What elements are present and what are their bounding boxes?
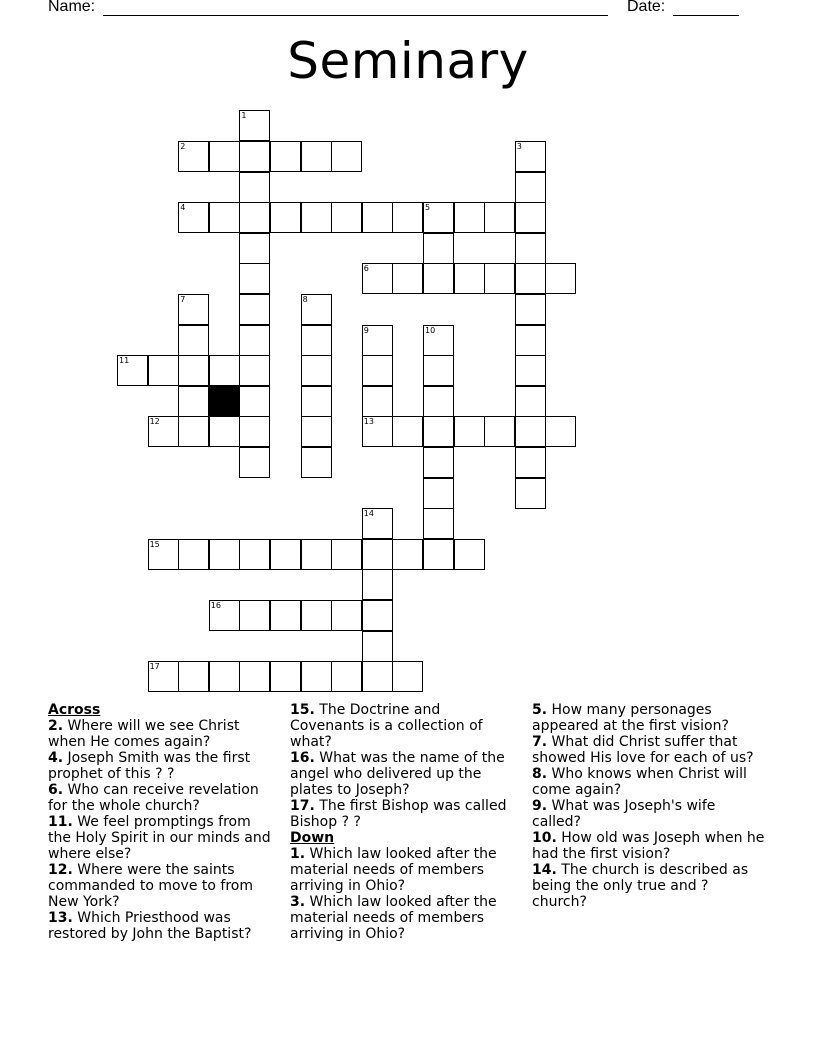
clue-item <box>290 798 515 830</box>
grid-cell[interactable] <box>362 600 393 631</box>
grid-cell[interactable] <box>239 416 270 447</box>
name-label: Name: <box>48 0 96 15</box>
clue-number-label: 3 <box>516 141 522 151</box>
grid-cell[interactable] <box>423 386 454 417</box>
clue-number: 11. <box>48 814 73 830</box>
clue-item <box>48 910 278 942</box>
grid-cell[interactable] <box>515 172 546 203</box>
clue-number-label: 16 <box>210 600 221 610</box>
clue-number-label: 11 <box>119 356 130 366</box>
grid-cell[interactable] <box>362 539 393 570</box>
grid-cell[interactable] <box>301 294 332 325</box>
clue-item <box>532 766 767 798</box>
grid-cell[interactable] <box>454 263 485 294</box>
grid-cell[interactable] <box>270 600 301 631</box>
grid-cell[interactable] <box>301 539 332 570</box>
grid-cell[interactable] <box>331 202 362 233</box>
clue-number-label: 12 <box>149 417 160 427</box>
clue-number-label: 9 <box>363 325 369 335</box>
grid-cell[interactable] <box>515 202 546 233</box>
grid-cell[interactable] <box>362 263 393 294</box>
black-cell <box>209 386 240 417</box>
clue-item <box>532 798 767 830</box>
grid-cell[interactable] <box>148 355 179 386</box>
grid-cell[interactable] <box>515 416 546 447</box>
grid-cell[interactable] <box>178 355 209 386</box>
clue-number: 9. <box>532 798 548 814</box>
across-heading: Across <box>48 702 101 718</box>
clue-number-label: 8 <box>302 294 308 304</box>
grid-cell[interactable] <box>270 202 301 233</box>
clue-number-label: 2 <box>180 141 186 151</box>
grid-cell[interactable] <box>301 141 332 172</box>
grid-cell[interactable] <box>178 202 209 233</box>
clue-text: Which law looked after the material needs of members arriving in Ohio? <box>290 846 497 894</box>
clue-text: The first Bishop was called Bishop ? ? <box>290 798 507 830</box>
clue-number-label: 1 <box>241 111 247 121</box>
grid-cell[interactable] <box>301 447 332 478</box>
grid-cell[interactable] <box>423 355 454 386</box>
grid-cell[interactable] <box>515 263 546 294</box>
grid-cell[interactable] <box>331 141 362 172</box>
grid-cell[interactable] <box>423 508 454 539</box>
grid-cell[interactable] <box>148 416 179 447</box>
clue-text: Joseph Smith was the first prophet of this ? ? <box>48 750 251 782</box>
grid-cell[interactable] <box>178 325 209 356</box>
grid-cell[interactable] <box>454 202 485 233</box>
clue-number-label: 14 <box>363 509 374 519</box>
grid-cell[interactable] <box>362 631 393 662</box>
grid-cell[interactable] <box>392 416 423 447</box>
clue-number: 8. <box>532 766 548 782</box>
clue-number: 2. <box>48 718 64 734</box>
grid-cell[interactable] <box>545 263 576 294</box>
grid-cell[interactable] <box>484 202 515 233</box>
grid-cell[interactable] <box>423 539 454 570</box>
clue-item <box>290 894 515 942</box>
grid-cell[interactable] <box>270 539 301 570</box>
grid-cell[interactable] <box>392 661 423 692</box>
clue-number: 17. <box>290 798 315 814</box>
grid-cell[interactable] <box>239 233 270 264</box>
grid-cell[interactable] <box>515 141 546 172</box>
clues-column-3 <box>532 702 767 910</box>
grid-cell[interactable] <box>515 355 546 386</box>
clue-text: How many personages appeared at the first vision? <box>532 702 729 734</box>
clue-number-label: 5 <box>425 203 431 213</box>
clue-text: Who can receive revelation for the whole church? <box>48 782 259 814</box>
grid-cell[interactable] <box>209 539 240 570</box>
grid-cell[interactable] <box>423 325 454 356</box>
grid-cell[interactable] <box>392 539 423 570</box>
clue-text: Which Priesthood was restored by John the Baptist? <box>48 910 252 942</box>
clue-number: 3. <box>290 894 306 910</box>
clue-item <box>290 846 515 894</box>
grid-cell[interactable] <box>301 355 332 386</box>
clue-number-label: 15 <box>149 539 160 549</box>
clue-item <box>532 830 767 862</box>
grid-cell[interactable] <box>178 539 209 570</box>
grid-cell[interactable] <box>239 294 270 325</box>
clue-number-label: 13 <box>363 417 374 427</box>
down-heading: Down <box>290 830 335 846</box>
clue-text: Which law looked after the material needs of members arriving in Ohio? <box>290 894 497 942</box>
clue-item <box>48 814 278 862</box>
grid-cell[interactable] <box>362 325 393 356</box>
grid-cell[interactable] <box>178 141 209 172</box>
grid-cell[interactable] <box>362 661 393 692</box>
grid-cell[interactable] <box>270 141 301 172</box>
grid-cell[interactable] <box>270 661 301 692</box>
grid-cell[interactable] <box>209 416 240 447</box>
grid-cell[interactable] <box>239 539 270 570</box>
grid-cell[interactable] <box>209 202 240 233</box>
clue-number-label: 17 <box>149 662 160 672</box>
grid-cell[interactable] <box>454 539 485 570</box>
clue-text: What was the name of the angel who delivered up the plates to Joseph? <box>290 750 505 798</box>
grid-cell[interactable] <box>392 202 423 233</box>
date-label: Date: <box>627 0 666 15</box>
grid-cell[interactable] <box>178 294 209 325</box>
grid-cell[interactable] <box>423 263 454 294</box>
clue-number: 14. <box>532 862 557 878</box>
grid-cell[interactable] <box>331 661 362 692</box>
grid-cell[interactable] <box>454 416 485 447</box>
grid-cell[interactable] <box>515 325 546 356</box>
grid-cell[interactable] <box>515 478 546 509</box>
grid-cell[interactable] <box>117 355 148 386</box>
clue-text: Who knows when Christ will come again? <box>532 766 747 798</box>
grid-cell[interactable] <box>301 661 332 692</box>
clue-text: Where will we see Christ when He comes again? <box>48 718 240 750</box>
grid-cell[interactable] <box>515 447 546 478</box>
clues-column-2 <box>290 702 515 942</box>
grid-cell[interactable] <box>301 416 332 447</box>
grid-cell[interactable] <box>423 478 454 509</box>
clue-number: 1. <box>290 846 306 862</box>
grid-cell[interactable] <box>301 600 332 631</box>
grid-cell[interactable] <box>239 172 270 203</box>
grid-cell[interactable] <box>362 355 393 386</box>
grid-cell[interactable] <box>239 263 270 294</box>
clue-item <box>532 702 767 734</box>
clue-number: 15. <box>290 702 315 718</box>
clue-text: Where were the saints commanded to move to from New York? <box>48 862 253 910</box>
clue-text: What was Joseph's wife called? <box>532 798 716 830</box>
grid-cell[interactable] <box>515 386 546 417</box>
clue-number: 13. <box>48 910 73 926</box>
grid-cell[interactable] <box>178 386 209 417</box>
clue-number-label: 6 <box>363 264 369 274</box>
grid-cell[interactable] <box>301 202 332 233</box>
clue-item <box>48 750 278 782</box>
page-title: Seminary <box>287 32 529 90</box>
grid-cell[interactable] <box>209 600 240 631</box>
grid-cell[interactable] <box>148 661 179 692</box>
grid-cell[interactable] <box>423 233 454 264</box>
grid-cell[interactable] <box>239 600 270 631</box>
clue-item <box>48 718 278 750</box>
clue-number: 6. <box>48 782 64 798</box>
clue-number-label: 10 <box>425 325 436 335</box>
grid-cell[interactable] <box>423 447 454 478</box>
grid-cell[interactable] <box>239 661 270 692</box>
grid-cell[interactable] <box>331 539 362 570</box>
clue-number: 5. <box>532 702 548 718</box>
clue-number: 12. <box>48 862 73 878</box>
clue-item <box>532 862 767 910</box>
clue-number: 4. <box>48 750 64 766</box>
grid-cell[interactable] <box>301 386 332 417</box>
clues-column-1 <box>48 702 278 942</box>
clue-text: What did Christ suffer that showed His love for each of us? <box>532 734 754 766</box>
clue-item <box>290 702 515 750</box>
grid-cell[interactable] <box>239 325 270 356</box>
grid-cell[interactable] <box>301 325 332 356</box>
grid-cell[interactable] <box>239 202 270 233</box>
clue-text: The church is described as being the only true and ? church? <box>532 862 749 910</box>
grid-cell[interactable] <box>209 141 240 172</box>
grid-cell[interactable] <box>239 141 270 172</box>
clue-text: How old was Joseph when he had the first vision? <box>532 830 765 862</box>
clue-number-label: 4 <box>180 203 186 213</box>
grid-cell[interactable] <box>239 110 270 141</box>
clue-number: 10. <box>532 830 557 846</box>
clue-item <box>48 862 278 910</box>
grid-cell[interactable] <box>331 600 362 631</box>
grid-cell[interactable] <box>362 569 393 600</box>
grid-cell[interactable] <box>178 416 209 447</box>
grid-cell[interactable] <box>515 294 546 325</box>
grid-cell[interactable] <box>148 539 179 570</box>
grid-cell[interactable] <box>239 447 270 478</box>
clue-text: We feel promptings from the Holy Spirit in our minds and where else? <box>48 814 271 862</box>
grid-cell[interactable] <box>209 355 240 386</box>
clue-item <box>290 750 515 798</box>
grid-cell[interactable] <box>515 233 546 264</box>
grid-cell[interactable] <box>362 202 393 233</box>
clue-text: The Doctrine and Covenants is a collection of what? <box>290 702 483 750</box>
grid-cell[interactable] <box>423 416 454 447</box>
grid-cell[interactable] <box>484 263 515 294</box>
clue-item <box>532 734 767 766</box>
grid-cell[interactable] <box>362 416 393 447</box>
grid-cell[interactable] <box>392 263 423 294</box>
grid-cell[interactable] <box>209 661 240 692</box>
grid-cell[interactable] <box>484 416 515 447</box>
grid-cell[interactable] <box>239 355 270 386</box>
grid-cell[interactable] <box>362 386 393 417</box>
clue-number-label: 7 <box>180 294 186 304</box>
clue-item <box>48 782 278 814</box>
grid-cell[interactable] <box>362 508 393 539</box>
clue-number: 16. <box>290 750 315 766</box>
grid-cell[interactable] <box>545 416 576 447</box>
grid-cell[interactable] <box>239 386 270 417</box>
grid-cell[interactable] <box>178 661 209 692</box>
clue-number: 7. <box>532 734 548 750</box>
grid-cell[interactable] <box>423 202 454 233</box>
